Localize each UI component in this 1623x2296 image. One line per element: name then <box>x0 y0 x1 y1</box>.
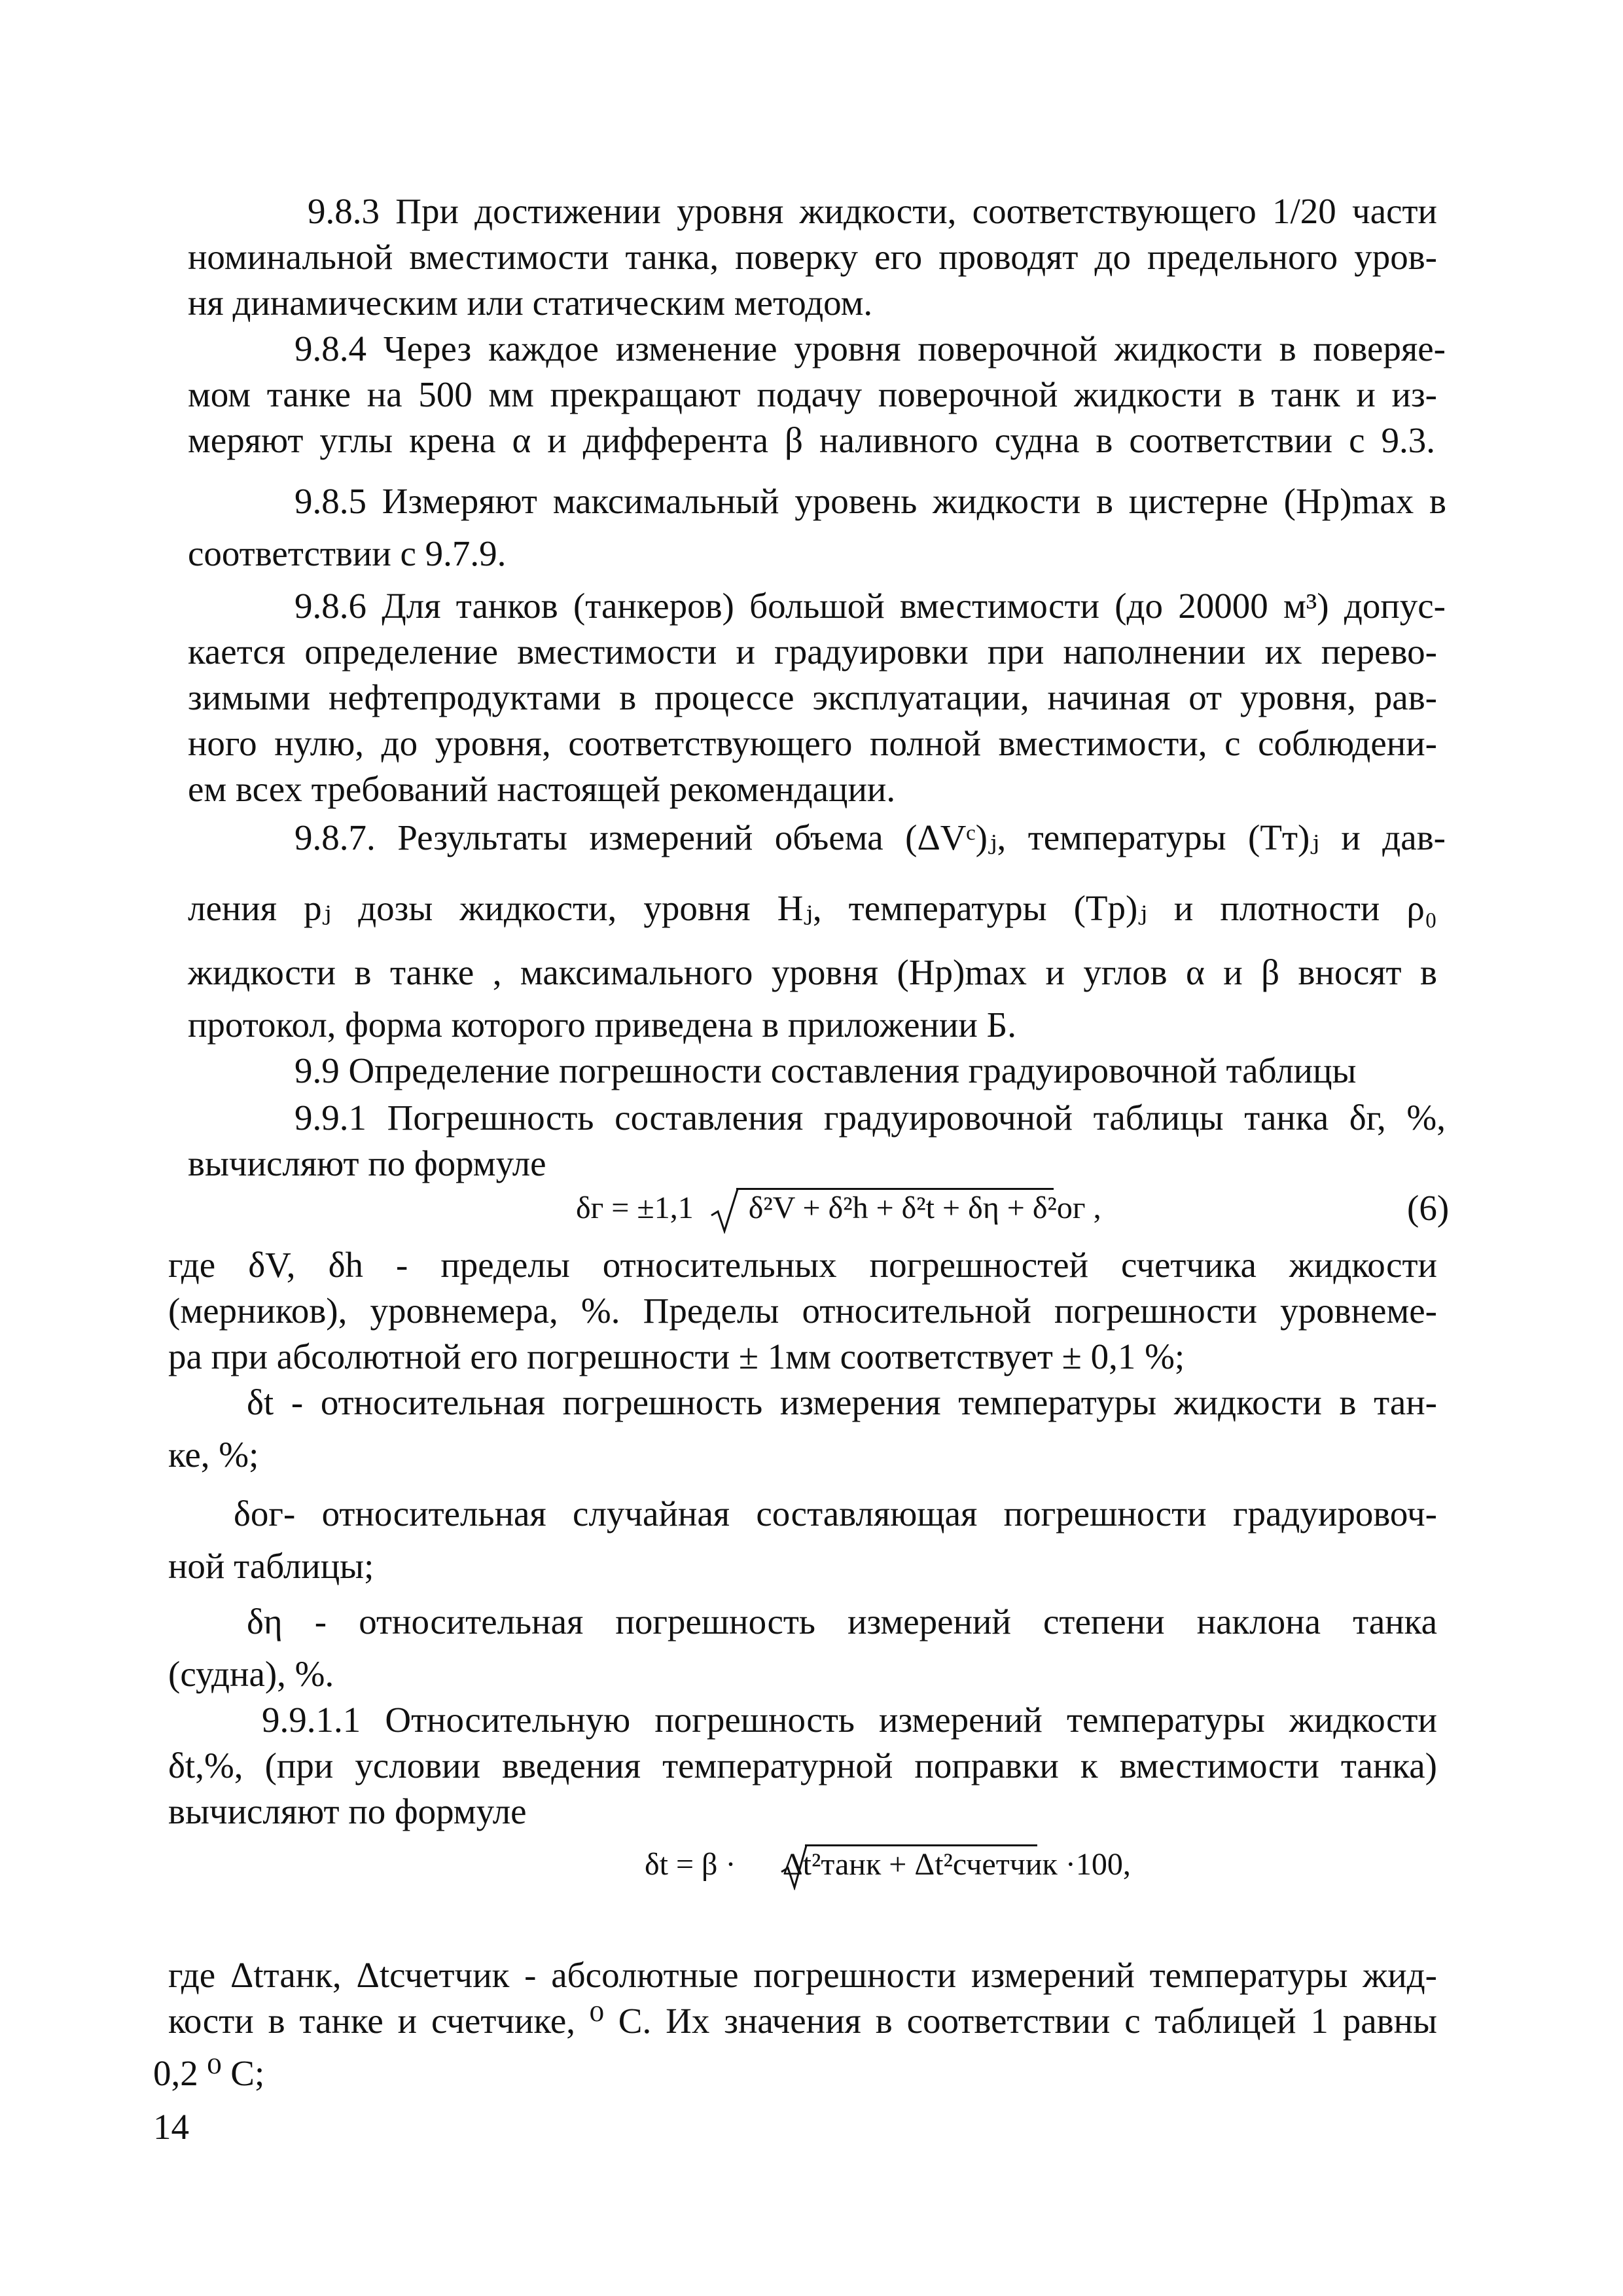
text-line: зимыми нефтепродуктами в процессе эксплуатации, начиная от уровня, рав- <box>188 677 1437 717</box>
text-line: меряют углы крена α и дифферента β наливного судна в соответствии с 9.3. <box>188 420 1435 460</box>
formula-1-radicand: δ²V + δ²h + δ²t + δη + δ²ог <box>748 1191 1086 1225</box>
text-line: ления pⱼ дозы жидкости, уровня Hⱼ, температуры (Tp)ⱼ и плотности ρ₀ <box>188 888 1437 928</box>
text-line: ного нулю, до уровня, соответствующего полной вместимости, с соблюдени- <box>188 723 1437 763</box>
text-line: 9.8.3 При достижении уровня жидкости, соответствующего 1/20 части <box>308 191 1437 231</box>
text-line: ня динамическим или статическим методом. <box>188 283 873 323</box>
text-line: δη - относительная погрешность измерений степени наклона танка <box>247 1602 1437 1641</box>
formula-1-radical-sign <box>710 1188 739 1234</box>
formula-2-lhs: δt = β · <box>645 1847 736 1882</box>
text-line: кости в танке и счетчике, ⁰ С. Их значения в соответствии с таблицей 1 равны <box>168 2001 1437 2041</box>
text-line: 9.9 Определение погрешности составления градуировочной таблицы <box>294 1050 1357 1090</box>
text-line: δt - относительная погрешность измерения температуры жидкости в тан- <box>247 1382 1437 1422</box>
text-line: 0,2 ⁰ С; <box>153 2053 265 2093</box>
text-line: вычисляют по формуле <box>168 1791 527 1831</box>
text-line: ной таблицы; <box>168 1546 374 1586</box>
text-line: протокол, форма которого приведена в приложении Б. <box>188 1005 1016 1045</box>
formula-2 <box>645 1849 1131 1880</box>
formula-1-tail: , <box>1093 1191 1101 1225</box>
text-line: кается определение вместимости и градуировки при наполнении их перево- <box>188 632 1437 672</box>
equation-number: (6) <box>1407 1188 1450 1228</box>
text-line: ке, %; <box>168 1435 259 1475</box>
text-line: (мерников), уровнемера, %. Пределы относительной погрешности уровнеме- <box>168 1291 1437 1331</box>
text-line: δt,%, (при условии введения температурной поправки к вместимости танка) <box>168 1746 1437 1785</box>
text-line: 9.9.1 Погрешность составления градуировочной таблицы танка δг, %, <box>294 1098 1446 1138</box>
text-line: где δV, δh - пределы относительных погрешностей счетчика жидкости <box>168 1245 1437 1285</box>
formula-2-tail: ·100, <box>1065 1847 1131 1882</box>
text-line: вычисляют по формуле <box>188 1143 546 1183</box>
text-line: 9.8.7. Результаты измерений объема (ΔVᶜ)ⱼ, температуры (Tт)ⱼ и дав- <box>294 817 1446 857</box>
formula-1 <box>576 1193 1101 1224</box>
text-line: δог- относительная случайная составляющая погрешности градуировоч- <box>234 1494 1437 1534</box>
page-number: 14 <box>153 2107 189 2147</box>
text-line: 9.9.1.1 Относительную погрешность измерений температуры жидкости <box>262 1700 1437 1740</box>
formula-2-radical-bar <box>805 1844 1037 1846</box>
text-line: (судна), %. <box>168 1654 334 1694</box>
text-line: соответствии с 9.7.9. <box>188 533 507 573</box>
text-line: где Δtтанк, Δtсчетчик - абсолютные погрешности измерений температуры жид- <box>168 1955 1437 1995</box>
formula-1-radical-bar <box>736 1188 1054 1190</box>
text-line: номинальной вместимости танка, поверку его проводят до предельного уров- <box>188 237 1437 277</box>
text-line: 9.8.4 Через каждое изменение уровня поверочной жидкости в поверяе- <box>294 329 1446 368</box>
formula-2-radical-sign <box>780 1844 808 1890</box>
text-line: ем всех требований настоящей рекомендации. <box>188 769 896 809</box>
text-line: 9.8.5 Измеряют максимальный уровень жидкости в цистерне (Hp)max в <box>294 481 1446 521</box>
text-line: 9.8.6 Для танков (танкеров) большой вместимости (до 20000 м³) допус- <box>294 586 1446 626</box>
formula-2-radicand: Δt²танк + Δt²счетчик <box>782 1847 1058 1882</box>
text-line: мом танке на 500 мм прекращают подачу поверочной жидкости в танк и из- <box>188 374 1437 414</box>
text-line: жидкости в танке , максимального уровня (Hp)max и углов α и β вносят в <box>188 952 1437 992</box>
text-line: ра при абсолютной его погрешности ± 1мм соответствует ± 0,1 %; <box>168 1336 1185 1376</box>
formula-1-lhs: δг = ±1,1 <box>576 1191 694 1225</box>
